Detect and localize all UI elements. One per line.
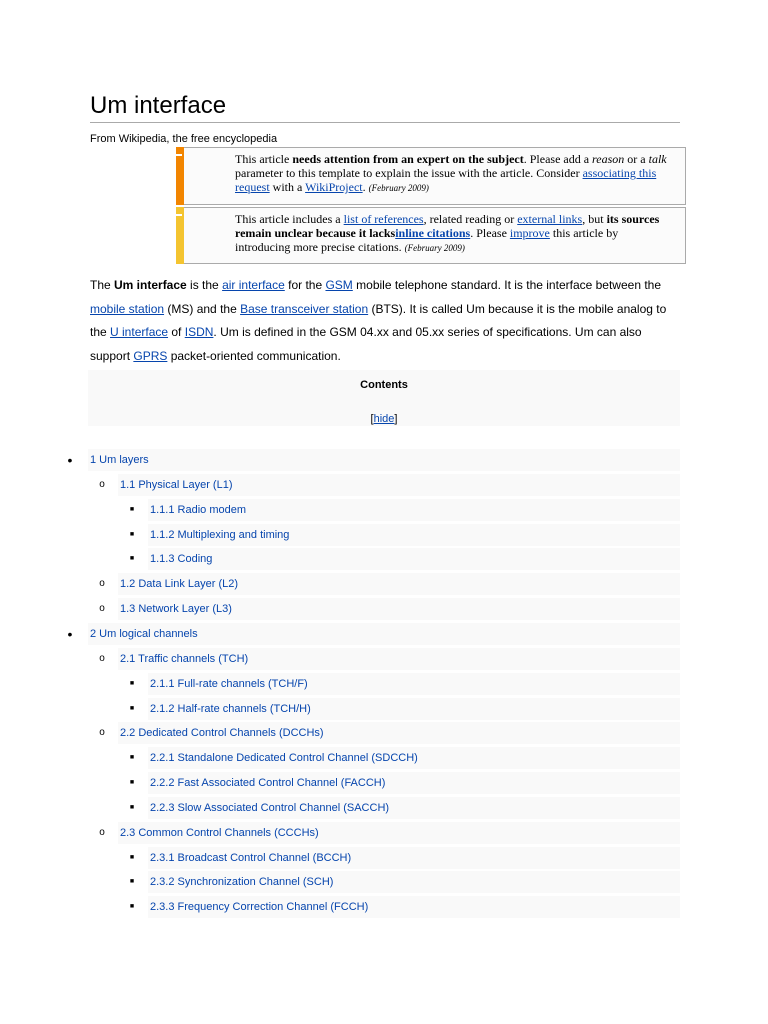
toc-item-label[interactable]: 2.2 Dedicated Control Channels (DCCHs) — [120, 727, 324, 739]
notice-bold-text: its sources remain unclear because it lacks — [235, 212, 660, 240]
square-bullet-icon: ■ — [129, 705, 135, 712]
square-bullet-icon: ■ — [129, 754, 135, 761]
toc-item-label[interactable]: 2.2.3 Slow Associated Control Channel (SACCH) — [150, 802, 390, 814]
notice-text-segment: parameter to this template to explain the issue with the article. Consider — [235, 166, 583, 180]
circle-bullet-icon: o — [99, 827, 105, 838]
toc-toggle — [88, 413, 680, 425]
toc-item[interactable] — [67, 623, 680, 645]
notice-italic-text: reason — [592, 152, 625, 166]
notice-text-segment: . Please add a — [523, 152, 593, 166]
toc-bracket: [ — [370, 413, 374, 425]
associating-request-link[interactable]: associating this request — [235, 166, 657, 194]
toc-item[interactable] — [99, 648, 680, 670]
bullet-icon: • — [67, 626, 73, 642]
intro-text-segment: . Um is defined in the GSM 04.xx and 05.xx series of specifications. Um can also support — [90, 325, 642, 363]
toc-item[interactable] — [129, 499, 680, 521]
toc-item[interactable] — [99, 722, 680, 744]
toc-item[interactable] — [129, 673, 680, 695]
notice-text-segment: , related reading or — [423, 212, 518, 226]
page-title: Um interface — [90, 92, 680, 123]
improve-link[interactable]: improve — [509, 226, 550, 240]
notice-text-segment: , but — [582, 212, 607, 226]
notice-text-segment: . Please — [470, 226, 510, 240]
notice-date: (February 2009) — [404, 243, 465, 253]
mobile-station-link[interactable]: mobile station — [90, 301, 165, 316]
toc-item-label[interactable]: 1 Um layers — [90, 454, 149, 466]
square-bullet-icon: ■ — [129, 506, 135, 513]
square-bullet-icon: ■ — [129, 680, 135, 687]
notice-text — [235, 148, 685, 199]
intro-text-segment: of — [168, 325, 185, 339]
toc-item-label[interactable]: 2 Um logical channels — [90, 628, 198, 640]
toc-item[interactable] — [129, 871, 680, 893]
notice-italic-text: talk — [648, 152, 667, 166]
air-interface-link[interactable]: air interface — [222, 278, 285, 292]
external-links-link[interactable]: external links — [517, 212, 583, 226]
intro-text-segment: (MS) and the — [164, 301, 241, 316]
intro-text-segment: for the — [284, 278, 326, 292]
intro-text-segment: packet-oriented communication. — [167, 348, 341, 363]
toc-item[interactable] — [99, 573, 680, 595]
toc-item-label[interactable]: 2.2.1 Standalone Dedicated Control Channel (SDCCH) — [150, 752, 418, 764]
circle-bullet-icon: o — [99, 603, 105, 614]
square-bullet-icon: ■ — [129, 878, 135, 885]
square-bullet-icon: ■ — [129, 555, 135, 562]
toc-item-label[interactable]: 2.1.2 Half-rate channels (TCH/H) — [150, 703, 311, 715]
circle-bullet-icon: o — [99, 653, 105, 664]
bullet-icon: • — [67, 452, 73, 468]
toc-item[interactable] — [99, 598, 680, 620]
toc-item-label[interactable]: 1.1.2 Multiplexing and timing — [150, 529, 290, 541]
toc-bracket: ] — [394, 413, 398, 425]
notice-bar-tick — [176, 154, 182, 156]
toc-item-label[interactable]: 2.3.3 Frequency Correction Channel (FCCH) — [150, 901, 369, 913]
intro-paragraph — [90, 274, 680, 368]
toc-item-label[interactable]: 2.3.1 Broadcast Control Channel (BCCH) — [150, 852, 352, 864]
gsm-link[interactable]: GSM — [325, 278, 353, 292]
circle-bullet-icon: o — [99, 479, 105, 490]
toc-item-label[interactable]: 2.1.1 Full-rate channels (TCH/F) — [150, 678, 308, 690]
circle-bullet-icon: o — [99, 727, 105, 738]
square-bullet-icon: ■ — [129, 779, 135, 786]
toc-item-label[interactable]: 2.3.2 Synchronization Channel (SCH) — [150, 876, 334, 888]
square-bullet-icon: ■ — [129, 531, 135, 538]
toc-item[interactable] — [99, 822, 680, 844]
toc-item-label[interactable]: 1.2 Data Link Layer (L2) — [120, 578, 239, 590]
notice-text-segment: this article by introducing more precise citations. — [235, 226, 619, 254]
toc-item-label[interactable]: 2.2.2 Fast Associated Control Channel (FACCH) — [150, 777, 386, 789]
toc-item-label[interactable]: 1.1.3 Coding — [150, 553, 213, 565]
intro-text-segment: (BTS). It is called Um because it is the mobile analog to the — [90, 301, 667, 339]
base-transceiver-station-link[interactable]: Base transceiver station — [240, 301, 369, 316]
toc-item-label[interactable]: 1.3 Network Layer (L3) — [120, 603, 232, 615]
square-bullet-icon: ■ — [129, 903, 135, 910]
notice-text-segment: This article includes a — [235, 212, 344, 226]
toc-hide-link[interactable]: hide — [373, 413, 395, 425]
intro-text-segment: mobile telephone standard. It is the interface between the — [352, 278, 662, 292]
toc-item[interactable] — [129, 772, 680, 794]
isdn-link[interactable]: ISDN — [184, 325, 214, 339]
references-notice — [176, 207, 686, 264]
intro-text-segment: The — [90, 278, 115, 292]
wikiproject-link[interactable]: WikiProject — [305, 180, 363, 194]
tagline: From Wikipedia, the free encyclopedia — [90, 133, 278, 145]
notice-text-segment: with a — [269, 180, 306, 194]
toc-item-label[interactable]: 1.1.1 Radio modem — [150, 504, 246, 516]
notice-text-segment: . — [362, 180, 369, 194]
intro-bold-term: Um interface — [114, 278, 187, 292]
list-of-references-link[interactable]: list of references — [343, 212, 424, 226]
notice-text-segment: This article — [235, 152, 293, 166]
notice-bold-text: needs attention from an expert on the subject — [292, 152, 524, 166]
square-bullet-icon: ■ — [129, 854, 135, 861]
notice-text — [235, 208, 685, 259]
square-bullet-icon: ■ — [129, 804, 135, 811]
intro-text-segment: is the — [186, 278, 223, 292]
toc-item[interactable] — [129, 797, 680, 819]
toc-header — [88, 370, 680, 426]
toc-item[interactable] — [99, 474, 680, 496]
notice-date: (February 2009) — [368, 183, 429, 193]
inline-citations-link[interactable]: inline citations — [395, 226, 471, 240]
toc-item[interactable] — [67, 449, 680, 471]
toc-item-label[interactable]: 1.1 Physical Layer (L1) — [120, 479, 233, 491]
toc-title: Contents — [360, 379, 408, 391]
toc-item[interactable] — [129, 747, 680, 769]
notice-text-segment: or a — [624, 152, 649, 166]
toc-item[interactable] — [129, 698, 680, 720]
toc-item-label[interactable]: 2.3 Common Control Channels (CCCHs) — [120, 827, 319, 839]
expert-attention-notice — [176, 147, 686, 205]
toc-item[interactable] — [129, 548, 680, 570]
gprs-link[interactable]: GPRS — [133, 348, 168, 363]
toc-item-label[interactable]: 2.1 Traffic channels (TCH) — [120, 653, 249, 665]
circle-bullet-icon: o — [99, 578, 105, 589]
toc-item[interactable] — [129, 847, 680, 869]
notice-bar-tick — [176, 214, 182, 216]
u-interface-link[interactable]: U interface — [110, 325, 169, 339]
toc-item[interactable] — [129, 896, 680, 918]
toc-item[interactable] — [129, 524, 680, 546]
